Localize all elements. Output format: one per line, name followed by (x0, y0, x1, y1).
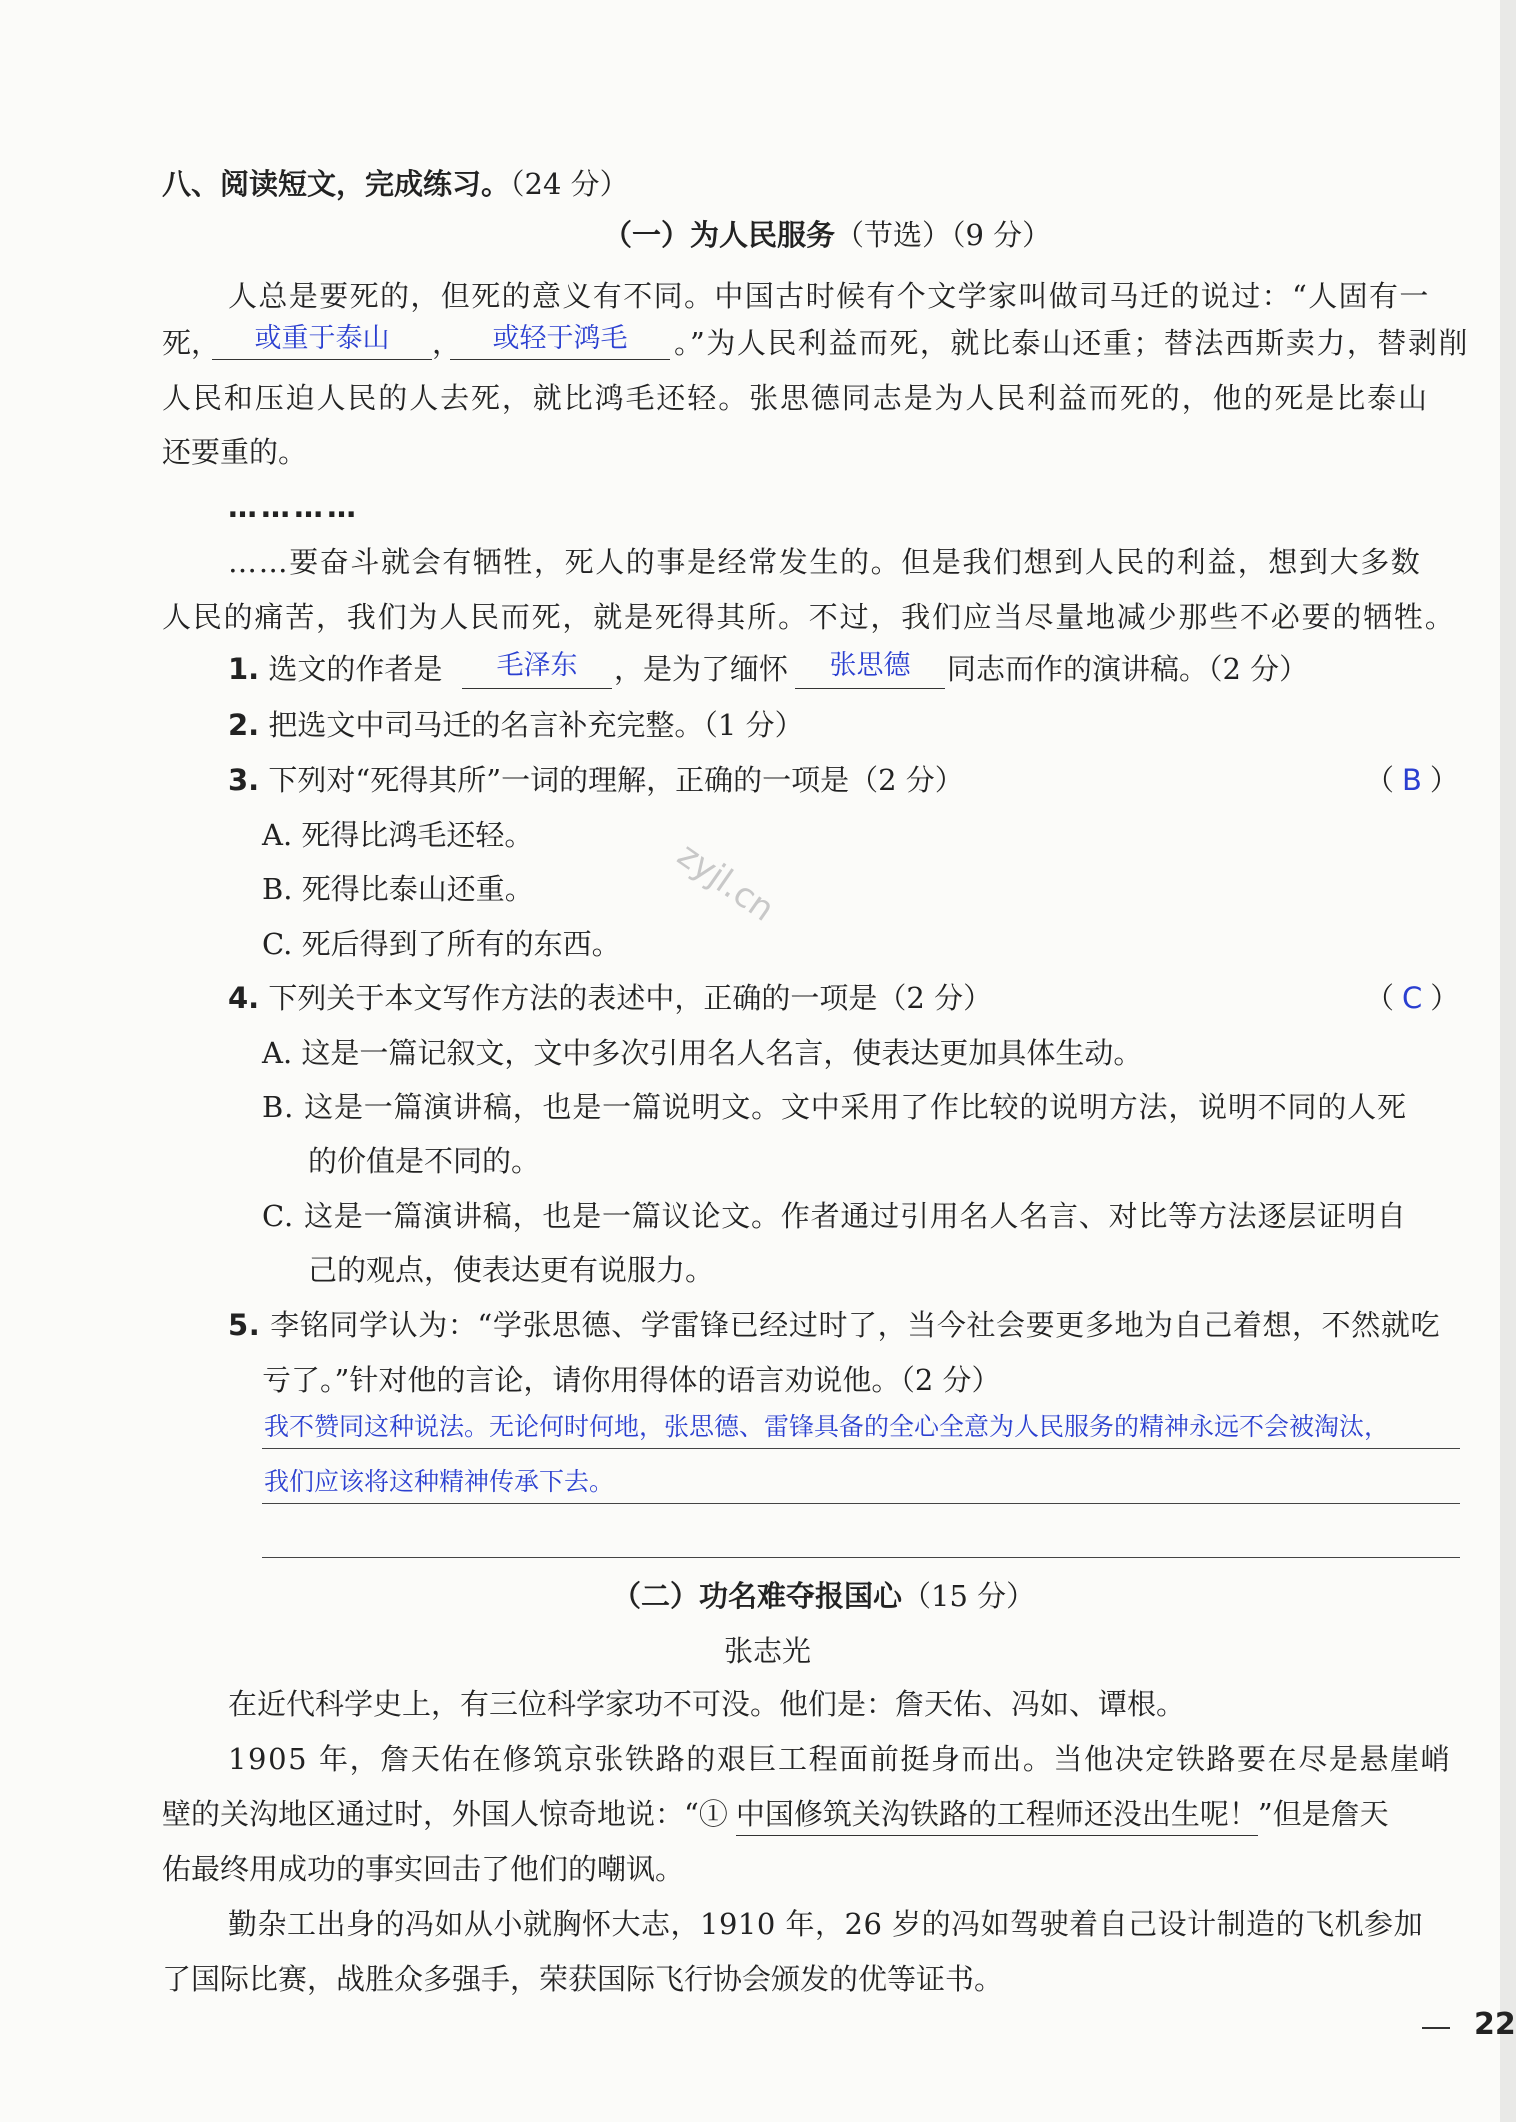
passage1-line-5: ……要奋斗就会有牺牲，死人的事是经常发生的。但是我们想到人民的利益，想到大多数 (228, 545, 1422, 579)
q4-option-c: C. 这是一篇演讲稿，也是一篇议论文。作者通过引用名人名言、对比等方法逐层证明自 (262, 1199, 1407, 1233)
fill-blank-1 (212, 359, 432, 360)
q3-answer: B (1402, 763, 1422, 797)
passage2-line-2: 1905 年，詹天佑在修筑京张铁路的艰巨工程面前挺身而出。当他决定铁路要在尽是悬崖峭 (228, 1742, 1452, 1776)
q4-option-a: A. 这是一篇记叙文，文中多次引用名人名言，使表达更加具体生动。 (262, 1036, 1143, 1070)
q4-option-b-cont: 的价值是不同的。 (308, 1144, 541, 1178)
answer-rule-3 (262, 1557, 1460, 1558)
answer-rule-2 (262, 1503, 1460, 1504)
passage2-line-4: 佑最终用成功的事实回击了他们的嘲讽。 (162, 1852, 685, 1886)
question-2: 2. 把选文中司马迁的名言补充完整。（1 分） (228, 708, 804, 742)
watermark: zyjl.cn (670, 835, 782, 930)
passage2-line-1: 在近代科学史上，有三位科学家功不可没。他们是：詹天佑、冯如、谭根。 (228, 1687, 1186, 1721)
q1-answer-author: 毛泽东 (496, 650, 578, 681)
passage2-line-3: 壁的关沟地区通过时，外国人惊奇地说：“① 中国修筑关沟铁路的工程师还没出生呢！”但是詹天 (162, 1800, 1389, 1829)
q3-answer-bracket: （ B ） (1365, 763, 1459, 797)
q1-blank-person (795, 688, 945, 689)
passage1-line-6: 人民的痛苦，我们为人民而死，就是死得其所。不过，我们应当尽量地减少那些不必要的牺牲。 (162, 600, 1456, 634)
q4-option-c-cont: 己的观点，使表达更有说服力。 (308, 1253, 715, 1287)
q1-text-mid: ，是为了缅怀 (614, 652, 789, 686)
question-3: 3. 下列对“死得其所”一词的理解，正确的一项是（2 分） (228, 763, 964, 797)
q1-blank-author (462, 688, 612, 689)
q3-option-a: A. 死得比鸿毛还轻。 (262, 818, 534, 852)
underlined-sentence-1: 中国修筑关沟铁路的工程师还没出生呢！ (736, 1797, 1258, 1836)
question-5: 5. 李铭同学认为：“学张思德、学雷锋已经过时了，当今社会要更多地为自己着想，不然就吃 (228, 1308, 1441, 1342)
question-4: 4. 下列关于本文写作方法的表述中，正确的一项是（2 分） (228, 981, 993, 1015)
section-heading: 八、阅读短文，完成练习。（24 分） (162, 167, 629, 201)
passage1-title: （一）为人民服务（节选）（9 分） (603, 218, 1052, 252)
passage1-line-2-comma: ， (432, 326, 462, 360)
passage2-title: （二）功名难夺报国心（15 分） (612, 1579, 1036, 1613)
q3-option-b: B. 死得比泰山还重。 (262, 872, 534, 906)
fill-blank-2-answer: 或轻于鸿毛 (492, 323, 628, 354)
fill-blank-1-answer: 或重于泰山 (254, 323, 390, 354)
page-number-dash (1422, 2027, 1450, 2029)
passage2-author: 张志光 (724, 1634, 812, 1668)
q4-answer-bracket: （ C ） (1365, 981, 1460, 1015)
passage2-line-5: 勤杂工出身的冯如从小就胸怀大志，1910 年，26 岁的冯如驾驶着自己设计制造的飞机参加 (228, 1907, 1424, 1941)
passage1-line-2-start: 死， (162, 326, 221, 360)
q4-option-b: B. 这是一篇演讲稿，也是一篇说明文。文中采用了作比较的说明方法，说明不同的人死 (262, 1090, 1407, 1124)
passage1-line-4: 还要重的。 (162, 435, 308, 469)
question-1: 1. 选文的作者是 (228, 652, 443, 686)
fill-blank-2 (450, 359, 670, 360)
q5-answer-line-1: 我不赞同这种说法。无论何时何地，张思德、雷锋具备的全心全意为人民服务的精神永远不会被淘汰， (264, 1412, 1390, 1441)
q5-answer-line-2: 我们应该将这种精神传承下去。 (264, 1467, 615, 1496)
passage2-line-6: 了国际比赛，战胜众多强手，荣获国际飞行协会颁发的优等证书。 (162, 1962, 1004, 1996)
answer-rule-1 (262, 1448, 1460, 1449)
passage1-line-1: 人总是要死的，但死的意义有不同。中国古时候有个文学家叫做司马迁的说过：“人固有一 (228, 279, 1430, 313)
passage1-line-2-end: 。”为人民利益而死，就比泰山还重；替法西斯卖力，替剥削 (674, 326, 1469, 360)
question-5-cont: 亏了。”针对他的言论，请你用得体的语言劝说他。（2 分） (262, 1363, 1001, 1397)
q4-answer: C (1402, 981, 1423, 1015)
passage1-ellipsis: ………… (228, 490, 360, 524)
page-number: 22 (1474, 2007, 1516, 2042)
q1-text-end: 同志而作的演讲稿。（2 分） (947, 652, 1309, 686)
q1-answer-person: 张思德 (829, 650, 911, 681)
q3-option-c: C. 死后得到了所有的东西。 (262, 927, 621, 961)
passage1-line-3: 人民和压迫人民的人去死，就比鸿毛还轻。张思德同志是为人民利益而死的，他的死是比泰山 (162, 381, 1429, 415)
